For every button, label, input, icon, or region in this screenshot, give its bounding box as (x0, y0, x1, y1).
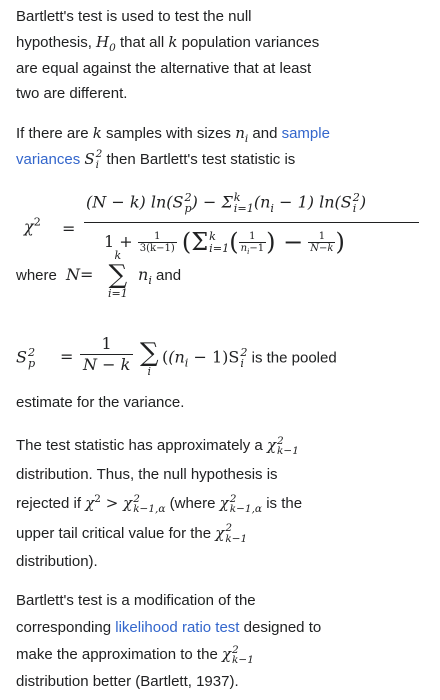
samples-text: then Bartlett's test statistic is (102, 150, 296, 168)
where-label: where (16, 267, 57, 284)
equation-numerator: (N − k) ln(S 2 p ) − Σ k i=1 $(n_i - 1)$ ln(S 2 i ) (86, 191, 367, 216)
modification-paragraph: Bartlett's test is a modification of the corresponding likelihood ratio test designed to make the approximation to the χ 2 k−1 distribution better (Bartlett, 1937). (16, 592, 322, 690)
pooled-term: ($(n_i - 1)S$ 2 i is the pooled (162, 346, 337, 371)
n-i-term: $n_i$ and (138, 265, 182, 288)
samples-text: If there are (16, 125, 93, 142)
samples-paragraph (16, 121, 426, 173)
pooled-caption (16, 390, 426, 416)
distribution-paragraph: The test statistic has approximately a χ 2 k−1 distribution. Thus, the null hypothesis is rejected if $\chi^2 > \chi$ 2 k−1,α (where χ 2 k−1,α is the upper tail critical value for the χ 2 k−1 distribution). (16, 434, 303, 570)
chi-square-critical-symbol: χ (219, 494, 229, 512)
modification-text: designed to (239, 619, 322, 636)
intro-line-1: Bartlett's test is used to test the null (16, 8, 252, 25)
variances-link[interactable]: variances (16, 150, 81, 168)
modification-text: Bartlett's test is a modification of the (16, 592, 256, 609)
sample-link[interactable]: sample (281, 125, 330, 142)
modification-text: make the approximation to the (16, 646, 222, 663)
null-hypothesis-symbol: H (96, 32, 110, 51)
distribution-text: distribution). (16, 553, 98, 570)
s-variable: S (84, 149, 95, 168)
distribution-text: upper tail critical value for the (16, 524, 216, 542)
s-subscript: i (95, 158, 100, 171)
intro-text: that all (115, 33, 169, 51)
chi-square-symbol: χ (266, 436, 277, 454)
where-n-definition (16, 250, 426, 330)
chi-square-critical-symbol: χ (123, 494, 133, 512)
modification-text: corresponding (16, 619, 116, 636)
equals-sign: = (80, 265, 94, 284)
samples-text: and (248, 125, 282, 142)
samples-text: samples with sizes (101, 125, 236, 142)
summation-symbol: k ∑ i=1 (108, 249, 128, 300)
fraction-bar (84, 222, 419, 223)
intro-line-4: two are different. (16, 85, 128, 103)
distribution-text: The test statistic has approximately a (16, 437, 267, 454)
likelihood-ratio-test-link[interactable]: likelihood ratio test (115, 619, 240, 636)
equation-denominator: 1 + $\frac{1}{3(k-1)}$ (Σ k i=1 ( $\frac{1}{n_i-1}$ ) − $\frac{1}{N-k}$ ) (104, 228, 345, 256)
intro-paragraph (16, 4, 426, 107)
pooled-caption-text: estimate for the variance. (16, 394, 185, 411)
chi-square-symbol: χ (221, 645, 232, 663)
distribution-text: distribution. Thus, the null hypothesis is (16, 465, 278, 483)
s-superscript: 2 (95, 148, 103, 161)
chi-square-lhs: $\chi^2$ (24, 215, 41, 236)
distribution-text: rejected if (16, 495, 86, 512)
equals-sign: = (60, 347, 74, 366)
pooled-variance-symbol: S 2 p (16, 346, 36, 371)
intro-text: hypothesis, (16, 33, 97, 51)
k-variable: k (92, 124, 102, 142)
summation-symbol: ∑ i (140, 338, 159, 378)
chi-square-symbol: χ (215, 523, 225, 542)
n-subscript: i (244, 133, 249, 145)
chi-square-symbol: χ (85, 494, 95, 512)
n-total-symbol: N (66, 265, 80, 284)
modification-text: distribution better (Bartlett, 1937). (16, 673, 239, 690)
equals-sign: = (62, 219, 76, 238)
intro-text: population variances (177, 33, 320, 51)
intro-line-3: are equal against the alternative that at least (16, 59, 312, 77)
pooled-fraction: 1 N − k (80, 334, 133, 375)
n-variable: n (235, 124, 245, 142)
null-hypothesis-subscript: 0 (109, 41, 116, 54)
k-variable: k (168, 32, 178, 51)
pooled-variance-definition (16, 331, 426, 391)
